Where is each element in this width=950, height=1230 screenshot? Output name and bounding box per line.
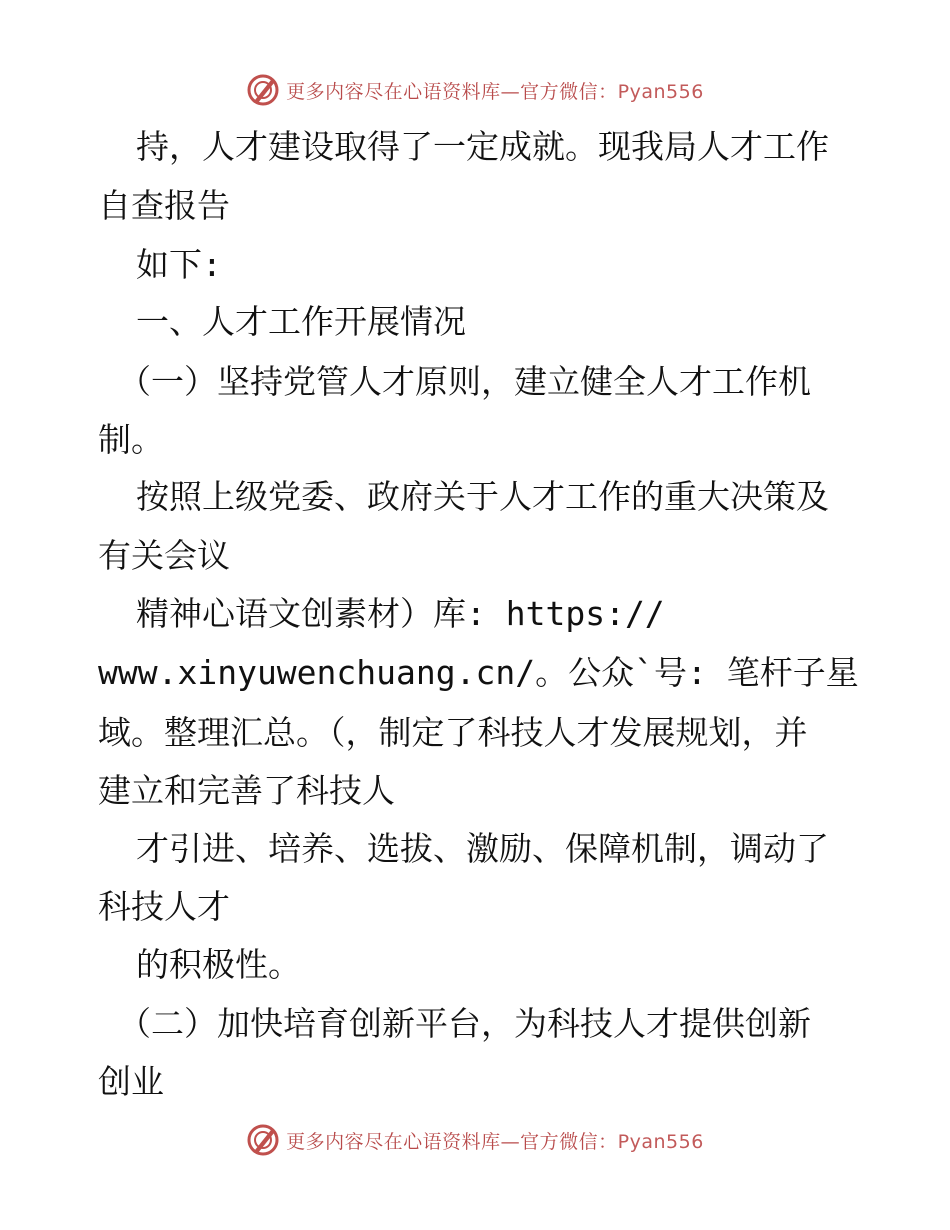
header-watermark-text: 更多内容尽在心语资料库—官方微信：Pyan556 bbox=[286, 80, 704, 103]
body-line: 的积极性。 bbox=[136, 945, 301, 984]
body-line: www.xinyuwenchuang.cn/。公众`号: 笔杆子星 bbox=[98, 653, 859, 692]
body-line: 才引进、培养、选拔、激励、保障机制，调动了 bbox=[136, 829, 829, 868]
subsection-heading: （一）坚持党管人才原则，建立健全人才工作机 bbox=[118, 362, 811, 401]
body-line: 科技人才 bbox=[98, 887, 230, 926]
footer-watermark-text: 更多内容尽在心语资料库—官方微信：Pyan556 bbox=[286, 1130, 704, 1153]
body-line: 创业 bbox=[98, 1062, 164, 1101]
body-line: 制。 bbox=[98, 420, 164, 459]
body-line: 有关会议 bbox=[98, 536, 230, 575]
pen-circle-logo-icon bbox=[246, 1123, 280, 1157]
subsection-heading: （二）加快培育创新平台，为科技人才提供创新 bbox=[118, 1004, 811, 1043]
body-line: 按照上级党委、政府关于人才工作的重大决策及 bbox=[136, 477, 829, 516]
section-heading: 一、人才工作开展情况 bbox=[136, 302, 466, 341]
body-line: 自查报告 bbox=[98, 186, 230, 225]
body-line: 持，人才建设取得了一定成就。现我局人才工作 bbox=[136, 127, 829, 166]
footer-watermark-banner bbox=[0, 1120, 950, 1160]
body-line: 域。整理汇总。（，制定了科技人才发展规划，并 bbox=[98, 713, 808, 752]
body-line: 如下: bbox=[136, 245, 222, 284]
body-line: 精神心语文创素材）库: https:// bbox=[136, 594, 665, 633]
body-line: 建立和完善了科技人 bbox=[98, 771, 395, 810]
